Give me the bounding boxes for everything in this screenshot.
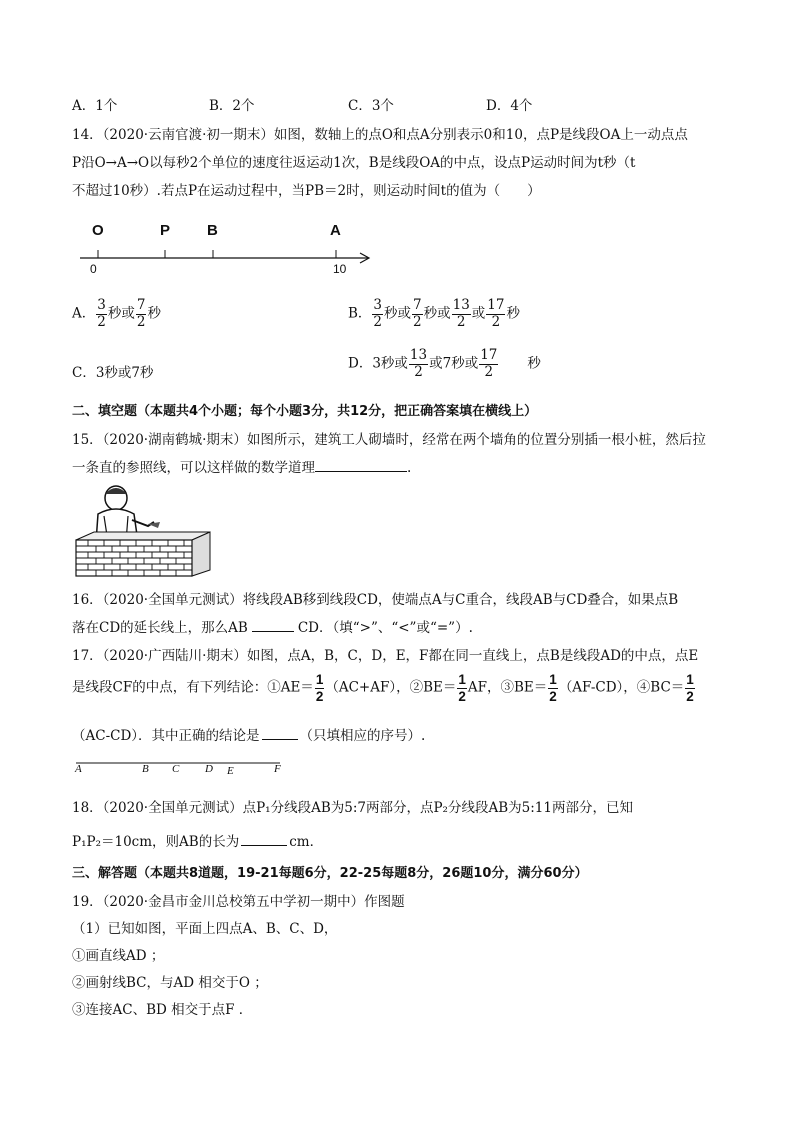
q14-line-3: 不超过10秒）.若点P在运动过程中，当PB＝2时，则运动时间t的值为（ ） [72,183,541,199]
fraction-half: $\frac{1}{2}$ [686,672,694,704]
q15-line-2: 一条直的参照线，可以这样做的数学道理 . [72,460,412,476]
answer-blank[interactable] [241,833,287,846]
q13-option-b: B．2个 [209,98,255,114]
point-f: F [274,763,281,775]
q17-line-1: 17．（2020·广西陆川·期末）如图，点A，B，C，D，E，F都在同一直线上，点B是线段AD的中点，点E [72,648,699,664]
label-a: A [330,222,341,239]
tick-label-0: 0 [90,262,97,276]
fraction: $\frac{13}{2}$ [452,297,470,330]
point-b: B [142,763,149,775]
q13-option-c: C．3个 [348,98,394,114]
q19-line-2: （1）已知如图，平面上四点A、B、C、D， [72,921,338,937]
q18-line-1: 18．（2020·全国单元测试）点P₁分线段AB为5:7两部分，点P₂分线段AB为5:11两部分，已知 [72,800,633,816]
point-c: C [172,763,180,775]
q18-line-2: P₁P₂＝10cm，则AB的长为 cm． [72,834,324,850]
q17-line-3: （AC-CD）．其中正确的结论是 （只填相应的序号）. [72,728,426,744]
fraction: $\frac{3}{2}$ [373,297,383,330]
point-a: A [75,763,82,775]
fraction: $\frac{13}{2}$ [409,347,428,380]
option-a-prefix: A． [72,305,96,322]
q14-option-c: C．3秒或7秒 [72,365,154,381]
point-d: D [205,763,213,775]
label-o: O [92,222,104,239]
q19-line-5: ③连接AC、BD 相交于点F ． [72,1002,253,1018]
q19-line-3: ①画直线AD ； [72,948,165,964]
bricklayer-figure [74,482,212,578]
fraction: $\frac{17}{2}$ [480,347,498,380]
q15-line-1: 15．（2020·湖南鹤城·期末）如图所示，建筑工人砌墙时，经常在两个墙角的位置分别插一根小桩，然后拉 [72,432,706,448]
fraction: $\frac{17}{2}$ [487,297,505,330]
label-p: P [160,222,171,239]
fraction-half: $\frac{1}{2}$ [315,672,324,704]
q14-line-1: 14．（2020·云南官渡·初一期末）如图，数轴上的点O和点A分别表示0和10，点P是线段OA上一动点点 [72,127,688,143]
fraction: $\frac{7}{2}$ [136,297,146,330]
q14-option-b: B． $\frac{3}{2}$ 秒或 $\frac{7}{2}$ 秒或 $\frac{13}{2}$ 或 $\frac{17}{2}$ 秒 [348,297,520,330]
answer-blank[interactable] [262,727,298,740]
section-2-heading: 二、填空题（本题共4个小题；每个小题3分，共12分，把正确答案填在横线上） [72,404,538,419]
q17-line-figure [72,758,292,778]
q16-line-2: 落在CD的延长线上，那么AB CD．（填“>”、“<”或“=”）. [72,620,473,636]
fraction: $\frac{3}{2}$ [97,297,106,330]
q16-line-1: 16．（2020·全国单元测试）将线段AB移到线段CD，使端点A与C重合，线段AB与CD叠合，如果点B [72,592,679,608]
answer-blank[interactable] [252,619,294,632]
fraction-half: $\frac{1}{2}$ [458,672,466,704]
point-e: E [227,765,234,777]
q14-line-2: P沿O→A→O以每秒2个单位的速度往返运动1次，B是线段OA的中点，设点P运动时间为t秒（t [72,155,636,171]
fraction-half: $\frac{1}{2}$ [549,672,557,704]
fraction: $\frac{7}{2}$ [413,297,422,330]
label-b: B [207,222,218,239]
q19-line-1: 19．（2020·金昌市金川总校第五中学初一期中）作图题 [72,894,405,910]
q13-option-a: A．1个 [72,98,118,114]
q17-line-2: 是线段CF的中点，有下列结论：①AE＝ $\frac{1}{2}$ （AC+AF），②BE＝ $\frac{1}{2}$ AF，③BE＝ $\frac{1}{2}$ （AF-CD），④BC＝ $\frac{1}{2}$ [72,672,694,704]
section-3-heading: 三、解答题（本题共8道题，19-21每题6分，22-25每题8分，26题10分，满分60分） [72,866,588,881]
q19-line-4: ②画射线BC，与AD 相交于O ； [72,975,268,991]
q14-option-a: A． $\frac{3}{2}$ 秒或 $\frac{7}{2}$ 秒 [72,297,161,330]
q14-option-d: D．3秒或 $\frac{13}{2}$ 或7秒或 $\frac{17}{2}$ 秒 [348,347,541,380]
tick-label-10: 10 [333,262,347,276]
answer-blank[interactable] [315,459,407,472]
q13-option-d: D．4个 [486,98,533,114]
